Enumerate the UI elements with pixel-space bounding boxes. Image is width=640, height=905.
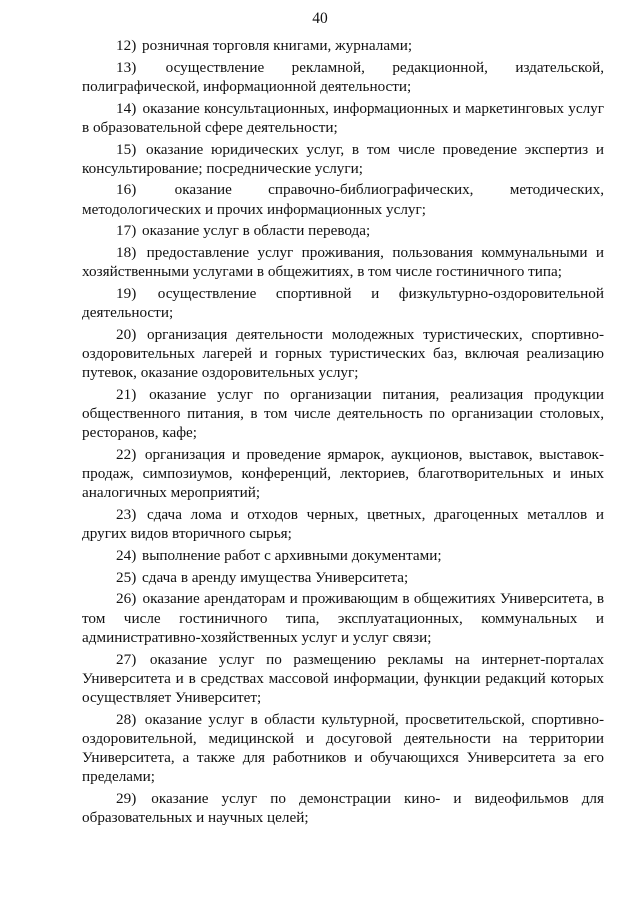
item-number: 21) (116, 385, 137, 403)
list-item (82, 58, 604, 96)
list-item (82, 650, 604, 708)
item-text: организация и проведение ярмарок, аукционов, выставок, выставок-продаж, симпозиумов, конференций, лекториев, благотворительных и иных аналогичных мероприятий; (82, 446, 604, 502)
item-text: сдача в аренду имущества Университета; (142, 568, 409, 586)
item-text: выполнение работ с архивными документами; (142, 547, 442, 565)
item-text: оказание услуг по демонстрации кино- и видеофильмов для образовательных и научных целей; (82, 790, 604, 827)
item-text: осуществление рекламной, редакционной, издательской, полиграфической, информационной деятельности; (82, 58, 605, 95)
item-number: 19) (116, 284, 137, 302)
list-item (82, 36, 604, 55)
item-text: оказание консультационных, информационных и маркетинговых услуг в образовательной сфере деятельности; (82, 99, 604, 136)
item-text: оказание юридических услуг, в том числе проведение экспертиз и консультирование; посреднические услуги; (82, 140, 604, 177)
item-number: 25) (116, 568, 137, 586)
document-body (82, 36, 604, 830)
item-text: оказание услуг по размещению рекламы на интернет-порталах Университета и в средствах массовой информации, функции редакций которых осуществляет Университет; (82, 650, 605, 706)
item-number: 22) (116, 446, 137, 464)
item-number: 18) (116, 244, 137, 262)
list-item (82, 99, 604, 137)
list-item (82, 284, 604, 322)
list-item (82, 546, 604, 565)
item-number: 13) (116, 58, 137, 76)
list-item (82, 325, 604, 383)
list-item (82, 789, 604, 827)
item-text: организация деятельности молодежных туристических, спортивно-оздоровительных лагерей и горных туристических баз, включая реализацию путевок, оказание оздоровительных услуг; (82, 325, 605, 382)
list-item (82, 140, 604, 178)
item-text: осуществление спортивной и физкультурно-оздоровительной деятельности; (82, 284, 605, 322)
item-text: оказание услуг в области культурной, просветительской, спортивно-оздоровительной, медицинской и досуговой деятельности на территории Университета, а также для работников и обучающихся Университета за его пределами; (82, 710, 605, 786)
list-item (82, 505, 604, 543)
item-text: розничная торговля книгами, журналами; (142, 37, 413, 54)
item-number: 27) (116, 650, 137, 668)
list-item (82, 180, 604, 218)
item-number: 28) (116, 710, 137, 728)
item-text: оказание арендаторам и проживающим в общежитиях Университета, в том числе гостиничного типа, эксплуатационных, коммунальных и административно-хозяйственных услуг и услуг связи; (82, 590, 604, 646)
list-item (82, 445, 604, 503)
page-number: 40 (312, 10, 328, 27)
item-number: 12) (116, 37, 137, 54)
list-item (82, 385, 604, 443)
list-item (82, 710, 604, 787)
item-number: 29) (116, 790, 137, 808)
list-item (82, 243, 604, 281)
list-item (82, 221, 604, 240)
item-number: 23) (116, 506, 137, 524)
item-number: 15) (116, 140, 137, 158)
item-number: 17) (116, 222, 137, 240)
item-number: 24) (116, 547, 137, 565)
item-text: оказание услуг по организации питания, реализация продукции общественного питания, в том числе деятельность по организации столовых, ресторанов, кафе; (82, 385, 604, 442)
item-number: 20) (116, 325, 137, 343)
list-item (82, 568, 604, 587)
item-text: оказание услуг в области перевода; (142, 222, 371, 240)
list-item (82, 589, 604, 647)
item-text: оказание справочно-библиографических, методических, методологических и прочих информационных услуг; (82, 181, 604, 218)
item-text: предоставление услуг проживания, пользования коммунальными и хозяйственными услугами в общежитиях, в том числе гостиничного типа; (82, 244, 604, 281)
item-number: 26) (116, 590, 137, 608)
item-number: 16) (116, 181, 137, 199)
item-text: сдача лома и отходов черных, цветных, драгоценных металлов и других видов вторичного сырья; (82, 506, 605, 543)
item-number: 14) (116, 99, 137, 117)
